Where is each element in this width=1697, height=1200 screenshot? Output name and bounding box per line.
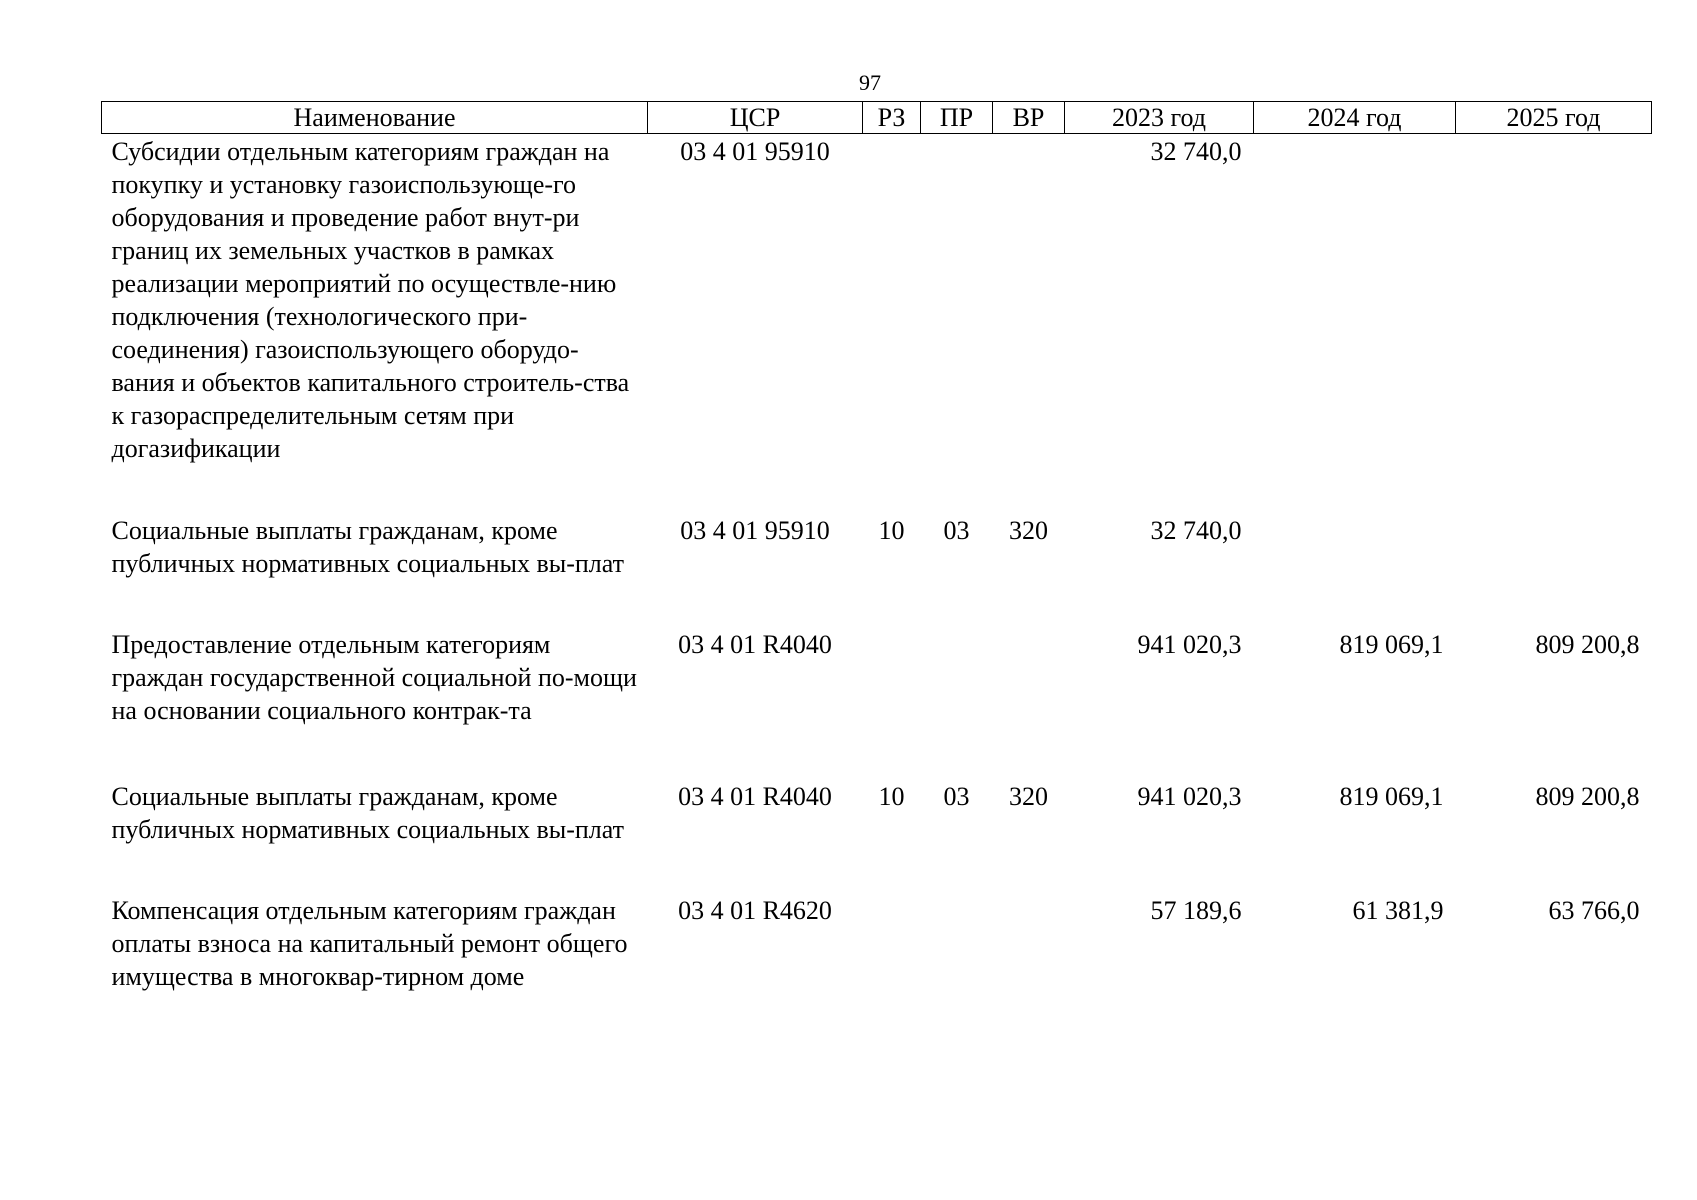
row-2023: 32 740,0 bbox=[1150, 137, 1242, 166]
row-2024: 819 069,1 bbox=[1339, 781, 1444, 811]
row-vr bbox=[993, 134, 1065, 514]
header-rz: РЗ bbox=[863, 102, 921, 134]
row-2025 bbox=[1456, 514, 1652, 628]
row-2024 bbox=[1254, 514, 1456, 628]
row-pr: 03 bbox=[943, 515, 970, 545]
header-name: Наименование bbox=[102, 102, 648, 134]
row-rz: 10 bbox=[878, 781, 905, 811]
row-pr: 03 bbox=[943, 781, 970, 811]
page-number: 97 bbox=[859, 70, 881, 95]
row-2024: 819 069,1 bbox=[1339, 629, 1444, 659]
row-2024: 61 381,9 bbox=[1352, 895, 1444, 925]
table-header-row bbox=[102, 102, 1652, 134]
table-row bbox=[102, 780, 1652, 894]
row-rz bbox=[863, 628, 921, 780]
header-pr: ПР bbox=[921, 102, 993, 134]
table-row bbox=[102, 894, 1652, 1034]
table-row bbox=[102, 514, 1652, 628]
row-pr bbox=[921, 894, 993, 1034]
header-vr: ВР bbox=[993, 102, 1065, 134]
row-rz: 10 bbox=[878, 515, 905, 545]
budget-table bbox=[101, 101, 1652, 1034]
header-2024: 2024 год bbox=[1254, 102, 1456, 134]
row-2025: 63 766,0 bbox=[1548, 895, 1640, 925]
row-vr bbox=[993, 894, 1065, 1034]
row-2023: 32 740,0 bbox=[1150, 515, 1242, 545]
row-csr: 03 4 01 95910 bbox=[680, 137, 830, 166]
row-2025: 809 200,8 bbox=[1535, 781, 1640, 811]
row-name: Предоставление отдельным категориям граждан государственной социальной по-мощи на основании социального контрак-та bbox=[111, 629, 637, 725]
row-rz bbox=[863, 894, 921, 1034]
row-vr bbox=[993, 628, 1065, 780]
row-csr: 03 4 01 95910 bbox=[680, 515, 830, 545]
table-row bbox=[102, 628, 1652, 780]
row-2024 bbox=[1254, 134, 1456, 514]
row-vr: 320 bbox=[1009, 515, 1048, 545]
row-2023: 941 020,3 bbox=[1137, 629, 1242, 659]
row-csr: 03 4 01 R4040 bbox=[678, 629, 832, 659]
row-2025 bbox=[1456, 134, 1652, 514]
row-2025: 809 200,8 bbox=[1535, 629, 1640, 659]
header-2025: 2025 год bbox=[1456, 102, 1652, 134]
row-rz bbox=[863, 134, 921, 514]
row-2023: 57 189,6 bbox=[1150, 895, 1242, 925]
table-row bbox=[102, 134, 1652, 514]
row-csr: 03 4 01 R4040 bbox=[678, 781, 832, 811]
row-2023: 941 020,3 bbox=[1137, 781, 1242, 811]
row-pr bbox=[921, 628, 993, 780]
row-vr: 320 bbox=[1009, 781, 1048, 811]
row-csr: 03 4 01 R4620 bbox=[678, 895, 832, 925]
row-pr bbox=[921, 134, 993, 514]
row-name: Социальные выплаты гражданам, кроме публичных нормативных социальных вы-плат bbox=[111, 515, 624, 578]
row-name: Социальные выплаты гражданам, кроме публичных нормативных социальных вы-плат bbox=[111, 781, 624, 844]
header-csr: ЦСР bbox=[648, 102, 863, 134]
row-name: Субсидии отдельным категориям граждан на покупку и установку газоиспользующе-го оборудования и проведение работ внут-ри границ их земельных участков в рамках реализации мероприятий по осуществле-нию подключения (технологического при-соединения) газоиспользующего оборудо-вания и объектов капитального строитель-ства к газораспределительным сетям при догазификации bbox=[111, 137, 630, 463]
row-name: Компенсация отдельным категориям граждан оплаты взноса на капитальный ремонт общего имущества в многоквар-тирном доме bbox=[111, 895, 628, 991]
header-2023: 2023 год bbox=[1065, 102, 1254, 134]
